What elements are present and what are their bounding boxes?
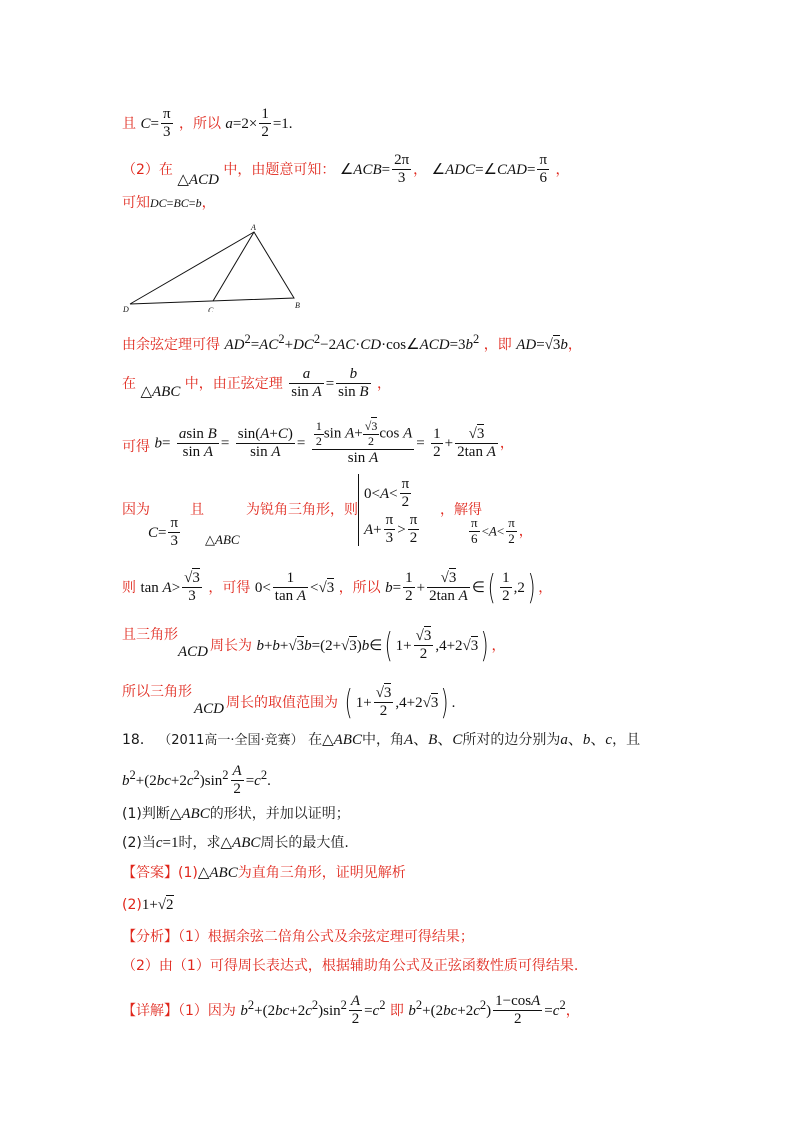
- detail-line-1: 【详解】（1）因为 $b^2+(2bc+2c^2)\sin^2$ $\frac{A}{2}$ $=c^2$ 即 $b^2+(2bc+2c^2)$ $\frac{1-\cos A}{2}$ $=c^2$，: [122, 993, 580, 1028]
- text: （1）根据余弦二倍角公式及余弦定理可得结果；: [178, 929, 474, 945]
- math: $AD^2=AC^2+DC^2-2AC\cdot CD\cdot\cos\angle ACD=3b^2$: [224, 332, 480, 353]
- line-10: [122, 685, 192, 699]
- text: ，所以: [178, 115, 221, 132]
- analysis-line-1: [122, 930, 474, 944]
- problem-18-title: 18． （2011高一·全国·竞赛） 在△ABC中，角A、B、C所对的边分别为a、b、c，且: [122, 732, 641, 748]
- math: DC: [150, 196, 167, 210]
- text: 可知: [122, 195, 150, 211]
- line-3: 可知DC=BC=b，: [122, 195, 216, 211]
- text: 中，由正弦定理: [184, 375, 283, 392]
- system-eq2: A+ $\frac{\pi}{3}$ > $\frac{\pi}{2}$: [364, 512, 418, 547]
- text: 即: [389, 1002, 404, 1019]
- line-9-math: ACD: [178, 644, 208, 660]
- text: 为直角三角形，证明见解析: [237, 865, 406, 881]
- math: △ACD: [177, 171, 219, 188]
- text: ，所以: [338, 579, 381, 596]
- line-10-b: 周长的取值范围为 ( 1+ $\frac{√3}{2}$ ,4+2√3) .: [226, 682, 456, 723]
- line-5: 在 △ABC 中，由正弦定理 $\frac{a}{\text{sin A}}$ = $\frac{b}{\text{sin B}}$ ，: [122, 366, 392, 401]
- text: 可得: [122, 439, 150, 456]
- text: 因为: [122, 502, 150, 518]
- text: ，即: [483, 337, 512, 353]
- text: (1)判断: [122, 806, 170, 822]
- math-frac: $\frac{a}{\text{sin A}}$: [291, 366, 322, 401]
- math: C: [140, 115, 151, 132]
- analysis-label: 【分析】: [122, 929, 178, 945]
- answer-line-2: (2)1+√2: [122, 897, 174, 913]
- line-2: （2）在 △ACD 中，由题意可知： ∠ACB= $\frac{2\pi}{3}$ ， ∠ADC=∠CAD= $\frac{\pi}{6}$ ，: [122, 152, 570, 188]
- line-7-c: [246, 503, 358, 517]
- label-D: D: [123, 305, 129, 312]
- math-frac: $\frac{1}{2}$: [433, 425, 441, 460]
- triangle-figure: [118, 222, 308, 312]
- text: 时，求: [178, 835, 221, 851]
- label-C: C: [208, 306, 214, 312]
- math-frac: $\frac{1}{2}$ sin A+ $\frac{√3}{2}$ cos A sin A: [312, 420, 414, 467]
- system-brace: [358, 474, 359, 546]
- math-frac: $\frac{\pi}{6}$: [539, 152, 548, 187]
- math-frac: $\frac{\pi}{3}$: [162, 106, 171, 141]
- text: 周长的取值范围为: [226, 694, 338, 711]
- text: 的形状，并加以证明；: [209, 806, 350, 822]
- text: 且: [190, 502, 204, 518]
- math: tan A>: [140, 579, 181, 596]
- text: 由余弦定理可得: [122, 337, 220, 353]
- math: AD=√3b: [516, 337, 568, 353]
- text: ，且: [612, 732, 641, 748]
- line-1: 且 C= $\frac{\pi}{3}$ ，所以 a=2× $\frac{1}{2}$ =1.: [122, 106, 293, 141]
- line-7-math1: C= $\frac{\pi}{3}$: [148, 515, 179, 550]
- problem-18-q1: (1)判断△ABC的形状，并加以证明；: [122, 806, 350, 822]
- line-7-result: $\frac{\pi}{6}$ <A< $\frac{\pi}{2}$ ，: [471, 515, 533, 546]
- math-frac: $\frac{1}{2}$: [261, 106, 269, 141]
- math-frac: $\frac{\text{asin B}}{\text{sin A}}$: [178, 425, 217, 460]
- problem-source: （2011高一·全国·竞赛）: [158, 733, 304, 748]
- text: ，: [377, 375, 392, 392]
- text: 周长为: [210, 637, 252, 654]
- line-10-math: ACD: [194, 701, 224, 717]
- line-7: [122, 503, 150, 517]
- text: 在: [122, 375, 136, 392]
- text: (2): [122, 897, 142, 913]
- text: （1）因为: [178, 1002, 236, 1019]
- line-9-b: 周长为 b+b+√3b=(2+√3)b∈( 1+ $\frac{√3}{2}$ ,4+2√3) ，: [210, 625, 506, 666]
- line-4: 由余弦定理可得 $AD^2=AC^2+DC^2-2AC\cdot CD\cdot\cos\angle ACD=3b^2$ ，即 AD=√3b，: [122, 332, 582, 353]
- math: ∠ACB=: [339, 161, 391, 178]
- math: b: [154, 435, 162, 452]
- text: ，解得: [440, 502, 482, 518]
- text: 中，角: [361, 732, 404, 748]
- text: 且三角形: [122, 627, 178, 643]
- text: 中，由题意可知：: [223, 161, 336, 178]
- math-frac: $\frac{b}{\text{sin B}}$: [338, 366, 369, 401]
- text: 为锐角三角形，则: [246, 502, 358, 518]
- math: △ABC: [140, 383, 181, 400]
- math-frac: $\frac{√3}{\text{2tan A}}$: [457, 425, 496, 460]
- line-6: 可得 b= $\frac{\text{asin B}}{\text{sin A}}$ = $\frac{\sin(A+C)}{\text{sin A}}$ = $\frac{1}{2}$ sin A+ $\frac{√3}{2}$ cos A sin A = $\frac{1}{2}$ + $\frac{√3}{\text{2tan A}}$ ，: [122, 419, 514, 466]
- math: a: [225, 115, 233, 132]
- analysis-line-2: [122, 959, 578, 973]
- text: 周长的最大值.: [260, 835, 349, 851]
- line-7-b: [190, 503, 204, 517]
- answer-label: 【答案】: [122, 865, 178, 881]
- text: 所对的边分别为: [462, 732, 561, 748]
- line-8: 则 tan A> $\frac{√3}{3}$ ，可得 0< $\frac{1}{\text{tan A}}$ <√3 ，所以 b= $\frac{1}{2}$ + $\frac{√3}{\text{2tan A}}$ ∈( $\frac{1}{2}$ ,2) ，: [122, 567, 553, 608]
- text: 在: [308, 732, 323, 748]
- text: (1): [178, 865, 198, 881]
- text: ，可得: [208, 579, 251, 596]
- math-frac: $\frac{\sin(A+C)}{\text{sin A}}$: [237, 425, 293, 460]
- line-7-math2: △ABC: [205, 532, 240, 547]
- text: 所以三角形: [122, 684, 192, 700]
- problem-number: 18．: [122, 732, 154, 748]
- system-eq1: 0<A< $\frac{\pi}{2}$: [364, 476, 410, 511]
- text: （2）在: [122, 161, 173, 178]
- math-frac: $\frac{2\pi}{3}$: [394, 152, 410, 187]
- answer-line-1: 【答案】(1)△ABC为直角三角形，证明见解析: [122, 865, 406, 881]
- text: 则: [122, 579, 136, 596]
- text: ，: [555, 161, 570, 178]
- problem-18-equation: $b^2+(2bc+2c^2)\sin^2$ $\frac{A}{2}$ $=c^2$.: [122, 763, 271, 798]
- label-A: A: [251, 223, 256, 232]
- text: 且: [122, 115, 136, 132]
- text: (2)当: [122, 835, 156, 851]
- label-B: B: [295, 301, 300, 310]
- math: ∠ADC=∠CAD=: [431, 161, 536, 178]
- line-9: [122, 628, 178, 642]
- detail-label: 【详解】: [122, 1002, 178, 1019]
- text: （2）由（1）可得周长表达式，根据辅助角公式及正弦函数性质可得结果.: [122, 958, 579, 974]
- problem-18-q2: (2)当c=1时，求△ABC周长的最大值.: [122, 835, 349, 851]
